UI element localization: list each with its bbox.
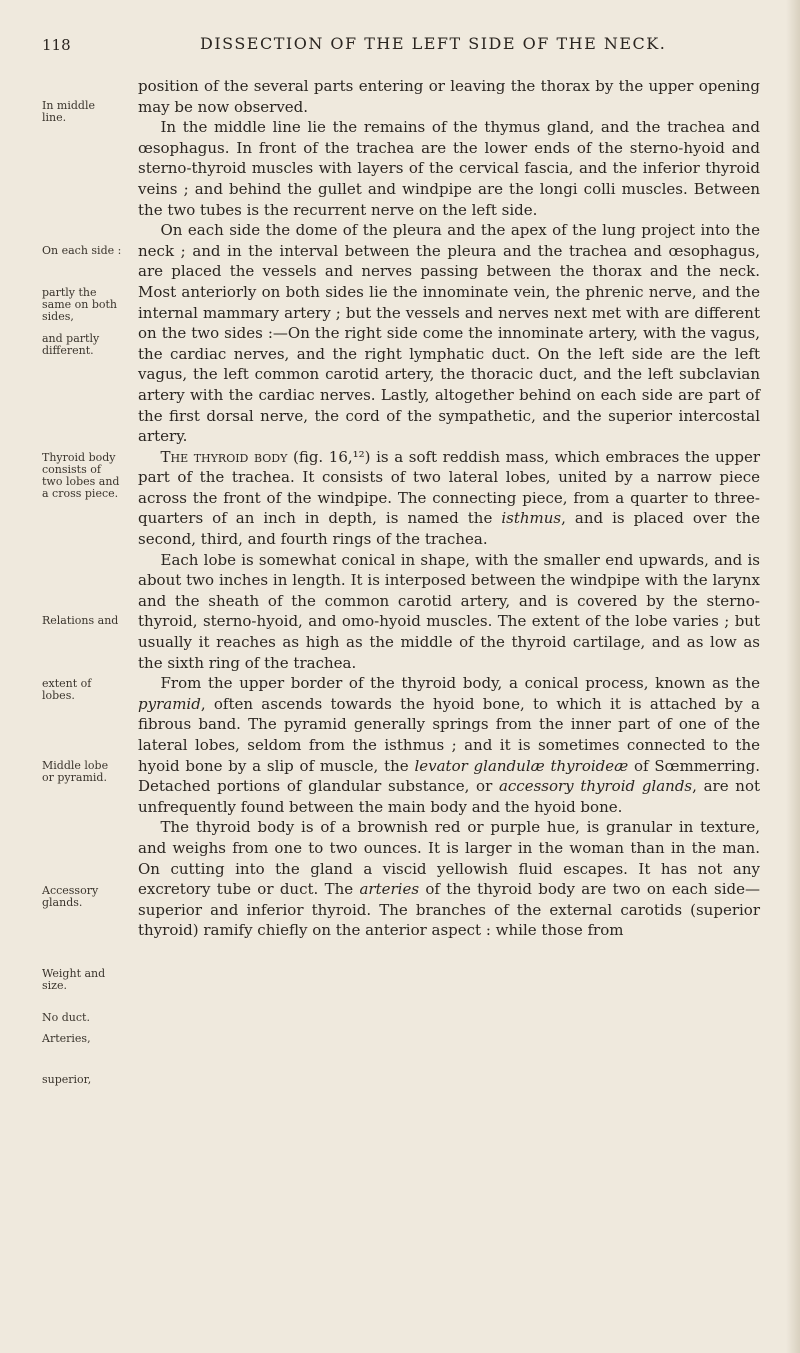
margin-note: Middle lobe or pyramid.	[42, 759, 109, 784]
margin-note: Relations and	[42, 614, 119, 627]
paragraph: position of the several parts entering or leaving the thorax by the upper opening may be now observed.	[138, 77, 760, 116]
margin-note: On each side :	[42, 244, 122, 257]
running-head: DISSECTION OF THE LEFT SIDE OF THE NECK.	[200, 34, 667, 53]
term-levator: levator glandulæ thyroideæ	[414, 756, 629, 775]
paragraph: The thyroid body is of a brownish red or purple hue, is granular in texture, and weighs from one to two ounces. It is larger in the woman than in the man. On cutting into the gland a viscid yellowish fluid escapes. It has not any excretory tube or duct. The arteries of the thyroid body are two on each side—superior and inferior thyroid. The branches of the external carotids (superior thyroid) ramify chiefly on the anterior aspect : while those from	[138, 818, 761, 940]
term-arteries: arteries	[359, 880, 420, 899]
margin-note: extent of lobes.	[42, 677, 92, 702]
margin-note: In middle line.	[42, 99, 95, 124]
margin-note: Accessory glands.	[42, 884, 99, 909]
paragraph: The thyroid body (fig. 16,¹²) is a soft reddish mass, which embraces the upper part of the trachea. It consists of two lateral lobes, united by a narrow piece across the front of the windpipe. The connecting piece, from a quarter to three-quarters of an inch in depth, is named the isthmus, and is placed over the second, third, and fourth rings of the trachea.	[138, 447, 760, 549]
term-thyroid-body: The thyroid body	[160, 447, 288, 466]
margin-note: Thyroid body consists of two lobes and a cross piece.	[42, 451, 120, 500]
margin-note: partly the same on both sides,	[42, 286, 118, 323]
margin-note: Arteries,	[42, 1032, 91, 1045]
paragraph: From the upper border of the thyroid body, a conical process, known as the pyramid, often ascends towards the hyoid bone, to which it is attached by a fibrous band. The pyramid generally springs from the inner part of one of the lateral lobes, seldom from the isthmus ; and it is sometimes connected to the hyoid bone by a slip of muscle, the levator glandulæ thyroideæ of Sœmmerring. Detached portions of glandular substance, or accessory thyroid glands, are not unfrequently found between the main body and the hyoid bone.	[138, 674, 761, 816]
margin-note: and partly different.	[42, 332, 100, 357]
term-pyramid: pyramid	[138, 694, 201, 713]
page-edge	[786, 0, 800, 1353]
term-isthmus: isthmus	[501, 509, 562, 528]
term-accessory: accessory thyroid glands	[498, 777, 693, 796]
paragraph: On each side the dome of the pleura and the apex of the lung project into the neck ; and in the interval between the pleura and the trachea and œsophagus, are placed the vessels and nerves passing between the thorax and the neck. Most anteriorly on both sides lie the innominate vein, the phrenic nerve, and the internal mammary artery ; but the vessels and nerves next met with are different on the two sides :—On the right side come the innominate artery, with the vagus, the cardiac nerves, and the right lymphatic duct. On the left side are the left vagus, the left common carotid artery, the thoracic duct, and the left subclavian artery with the cardiac nerves. Lastly, altogether behind on each side are part of the first dorsal nerve, the cord of the sympathetic, and the superior intercostal artery.	[138, 221, 760, 446]
page-number: 118	[42, 36, 71, 54]
margin-note: superior,	[42, 1073, 92, 1086]
margin-note: No duct.	[42, 1011, 90, 1024]
paragraph: Each lobe is somewhat conical in shape, with the smaller end upwards, and is about two inches in length. It is interposed between the windpipe with the larynx and the sheath of the common carotid artery, and is covered by the sterno-thyroid, sterno-hyoid, and omo-hyoid muscles. The extent of the lobe varies ; but usually it reaches as high as the middle of the thyroid cartilage, and as low as the sixth ring of the trachea.	[138, 550, 760, 672]
paragraph: In the middle line lie the remains of the thymus gland, and the trachea and œsophagus. In front of the trachea are the lower ends of the sterno-hyoid and sterno-thyroid muscles with layers of the cervical fascia, and the inferior thyroid veins ; and behind the gullet and windpipe are the longi colli muscles. Between the two tubes is the recurrent nerve on the left side.	[138, 118, 760, 219]
body-text	[138, 76, 760, 941]
margin-note: Weight and size.	[42, 967, 106, 992]
